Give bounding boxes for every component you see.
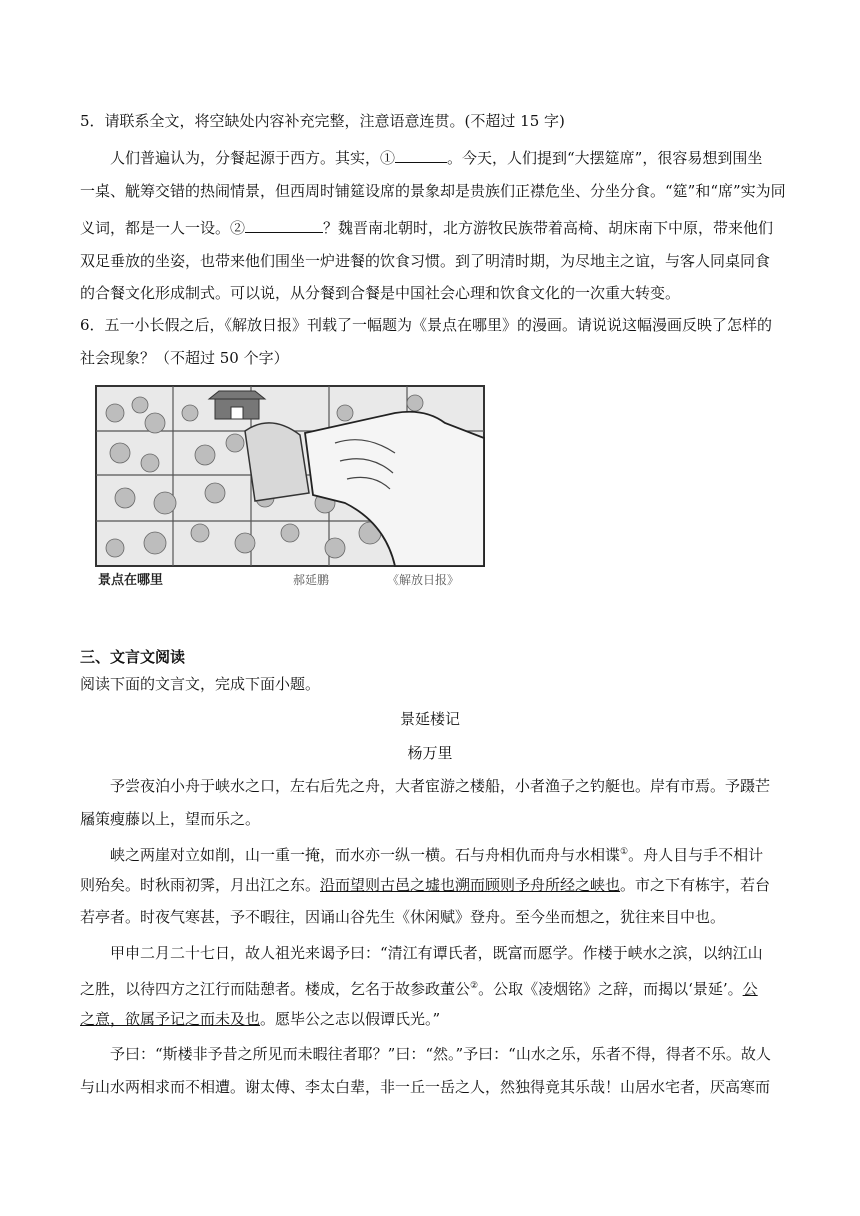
text-span: 峡之两崖对立如削，山一重一掩，而水亦一纵一横。石与舟相仇而舟与水相谍 [110,846,621,864]
underlined-sentence: 沿而望则古邑之墟也溯而顾则予舟所经之峡也 [320,876,621,894]
text-span: 。舟人目与手不相计 [628,846,764,864]
section-heading: 三、文言文阅读 [80,648,186,666]
passage-line: 予尝夜泊小舟于峡水之口，左右后先之舟，大者宦游之楼船，小者渔子之钓艇也。岸有市焉。予蹑芒 [110,777,771,795]
question-6-stem: 6．五一小长假之后，《解放日报》刊载了一幅题为《景点在哪里》的漫画。请说说这幅漫画反映了怎样的 [80,316,773,334]
text-span: 人们普遍认为，分餐起源于西方。其实，① [110,149,396,167]
passage-line [80,1009,440,1029]
cartoon-title-caption: 景点在哪里 [98,573,164,588]
text-span: 。公取《凌烟铭》之辞，而揭以‘景延’。 [478,980,743,998]
passage-line: 甲申二月二十七日，故人祖光来谒予曰：“清江有谭氏者，既富而愿学。作楼于峡水之滨，以纳江山 [110,944,763,962]
question-5-paragraph-line: 的合餐文化形成制式。可以说，从分餐到合餐是中国社会心理和饮食文化的一次重大转变。 [80,284,681,302]
passage-line: 屩策瘦藤以上，望而乐之。 [80,810,261,828]
text-span: 。今天，人们提到“大摆筵席”，很容易想到围坐 [447,149,763,167]
question-5-paragraph-line [80,216,773,238]
passage-title: 景延楼记 [399,710,460,728]
footnote-marker: ① [620,847,629,857]
passage-author: 杨万里 [407,744,453,762]
text-span: 则殆矣。时秋雨初霁，月出江之东。 [80,876,321,894]
question-5-paragraph-line [110,146,762,168]
passage-line [110,842,763,865]
cartoon-author-caption: 郝延鹏 [293,573,330,587]
footnote-marker: ② [470,981,479,991]
underlined-sentence: 公 [742,980,758,998]
passage-line [80,875,770,895]
question-6-stem: 社会现象？（不超过 50 个字） [80,349,289,367]
text-span: 义词，都是一人一设。② [80,219,246,237]
text-span: 。市之下有栋宇，若台 [620,876,771,894]
question-5-paragraph-line: 一桌、觥筹交错的热闹情景，但西周时铺筵设席的景象却是贵族们正襟危坐、分坐分食。“筵”和“席”实为同 [80,182,786,200]
cartoon-source-caption: 《解放日报》 [387,573,460,587]
question-5-paragraph-line: 双足垂放的坐姿，也带来他们围坐一炉进餐的饮食习惯。到了明清时期，为尽地主之谊，与客人同桌同食 [80,252,771,270]
underlined-sentence: 之意，欲属予记之而未及也 [80,1010,261,1028]
section-instruction: 阅读下面的文言文，完成下面小题。 [80,675,321,693]
answer-blank-1[interactable] [395,146,447,163]
text-span: 之胜，以待四方之江行而陆憩者。楼成，乞名于故参政董公 [80,980,471,998]
text-span: 。愿毕公之志以假谭氏光。” [260,1010,441,1028]
cartoon-drawing [95,383,487,589]
passage-line: 若亭者。时夜气寒甚，予不暇往，因诵山谷先生《休闲赋》登舟。至今坐而想之，犹往来目中也。 [80,908,726,926]
text-span: ？魏晋南北朝时，北方游牧民族带着高椅、胡床南下中原，带来他们 [323,219,774,237]
passage-line: 予曰：“斯楼非予昔之所见而未暇往者耶？”曰：“然。”予曰：“山水之乐，乐者不得，得者不乐。故人 [110,1045,771,1063]
passage-line [80,976,758,999]
passage-line: 与山水两相求而不相遭。谢太傅、李太白辈，非一丘一岳之人，然独得竟其乐哉！山居水宅者，厌高寒而 [80,1078,771,1096]
cartoon-image [95,383,487,589]
question-5-stem: 5．请联系全文，将空缺处内容补充完整，注意语意连贯。(不超过 15 字) [80,112,565,130]
answer-blank-2[interactable] [245,216,323,233]
